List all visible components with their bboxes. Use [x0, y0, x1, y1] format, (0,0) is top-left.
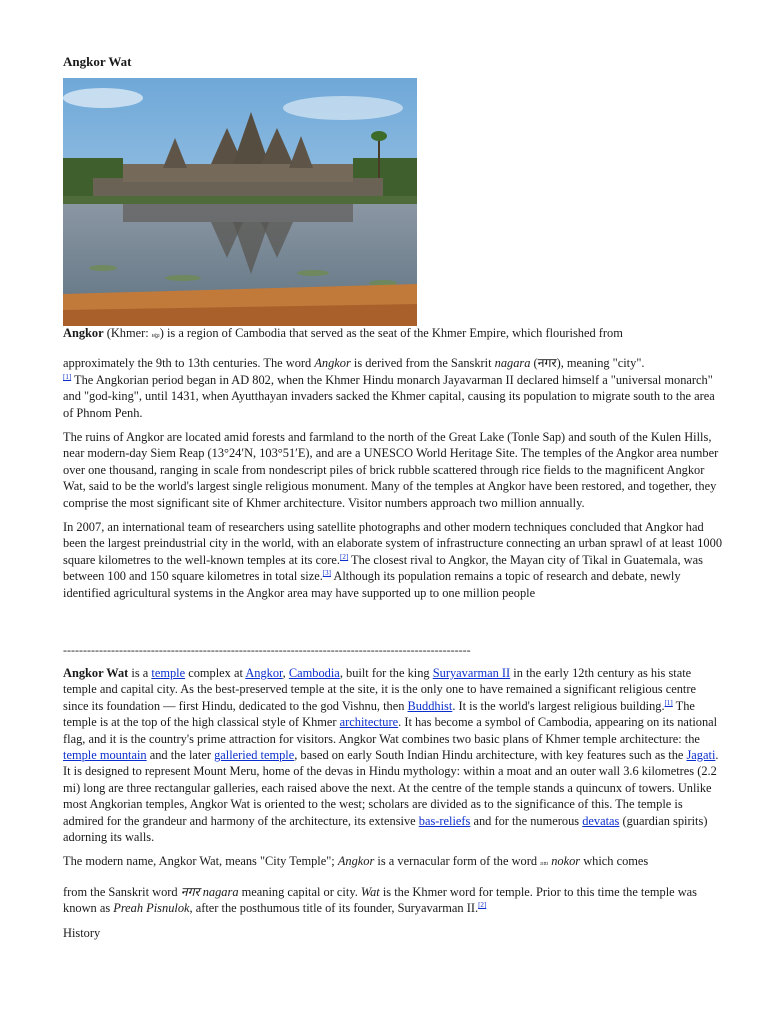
italic-term: Angkor: [314, 356, 351, 371]
text-fragment: , built for the king: [339, 666, 433, 680]
history-heading: History: [63, 925, 101, 940]
reference-link[interactable]: [1]: [63, 372, 72, 381]
link-bas-reliefs[interactable]: bas-reliefs: [418, 813, 471, 828]
reference-link[interactable]: [3]: [322, 569, 331, 578]
italic-term: नगर nagara: [180, 884, 239, 899]
link-angkor[interactable]: Angkor: [245, 666, 283, 680]
text-fragment: Although its population remains a topic of research and debate, newly identified agricultural systems in the Angkor area may have supported up to one million people: [63, 569, 681, 600]
text-fragment: (Khmer:: [103, 326, 152, 340]
name-paragraph-cont: [63, 884, 723, 917]
text-fragment: is a vernacular form of the word: [374, 854, 541, 869]
angkor-wat-paragraph: [63, 665, 723, 845]
research-paragraph: [63, 519, 723, 601]
angkor-wat-image: [63, 78, 417, 326]
page-title: Angkor Wat: [63, 54, 132, 69]
text-fragment: . It is the world's largest religious building.: [452, 698, 665, 713]
intro-paragraph: [63, 325, 723, 345]
text-fragment: and for the numerous: [470, 813, 583, 828]
angkor-wat-photo: [63, 78, 417, 326]
text-fragment: . It has become a symbol of Cambodia, appearing on its national flag, and it is the country's prime attraction for visitors. Angkor Wat combines two basic plans of Khmer temple architecture: the: [63, 715, 718, 746]
text-fragment: ) is a region of Cambodia that served as the seat of the Khmer Empire, which flourished from: [159, 326, 623, 340]
text-fragment: The temple is at the top of the high classical style of Khmer: [63, 698, 695, 730]
text-fragment: (guardian spirits) adorning its walls.: [63, 813, 708, 845]
link-suryavarman[interactable]: Suryavarman II: [432, 666, 511, 680]
reference-link[interactable]: [2]: [478, 901, 487, 910]
text-fragment: The closest rival to Angkor, the Mayan city of Tikal in Guatemala, was between 100 and 150 square kilometres in total size.: [63, 552, 703, 584]
article-body: [63, 325, 723, 609]
text-fragment: , after the posthumous title of its founder, Suryavarman II.: [189, 901, 479, 916]
link-jagati[interactable]: Jagati: [686, 748, 716, 763]
link-cambodia[interactable]: Cambodia: [288, 666, 340, 680]
text-fragment: and the later: [146, 748, 215, 763]
text-fragment: ,: [282, 666, 289, 680]
angkor-term: Angkor: [63, 326, 104, 340]
text-fragment: approximately the 9th to 13th centuries. The word: [63, 356, 315, 371]
khmer-script: អង្គរ: [151, 334, 160, 339]
text-fragment: The Angkorian period began in AD 802, when the Khmer Hindu monarch Jayavarman II declared himself a "universal monarch" and "god-king", until 1431, when Ayutthayan invaders sacked the Khmer capital, causing its population to migrate south to the area of Phnom Penh.: [63, 372, 715, 420]
text-fragment: complex at: [185, 666, 246, 680]
intro-paragraph-cont: [63, 355, 723, 421]
text-fragment: (नगर), meaning "city".: [530, 356, 645, 371]
text-fragment: In 2007, an international team of researchers using satellite photographs and other modern techniques concluded that Angkor had been the largest preindustrial city in the world, with an elaborate system of infrastructure connecting an urban sprawl of at least 1000 square kilometres to the well-known temples at its core.: [63, 520, 723, 567]
text-fragment: , based on early South Indian Hindu architecture, with key features such as the: [294, 748, 687, 763]
text-fragment: The modern name, Angkor Wat, means "City Temple";: [63, 854, 338, 869]
italic-term: nokor: [548, 854, 581, 869]
text-fragment: which comes: [580, 854, 649, 869]
reference-link[interactable]: [1]: [664, 698, 673, 707]
italic-term: Preah Pisnulok: [113, 901, 190, 916]
section-divider: ------------------------------------------------------------------------------------------------------: [63, 643, 471, 657]
text-fragment: meaning capital or city.: [238, 884, 361, 899]
italic-term: Angkor: [337, 854, 375, 869]
text-fragment: is a: [128, 666, 152, 680]
italic-term: nagara: [494, 356, 531, 371]
link-temple-mountain[interactable]: temple mountain: [63, 748, 147, 763]
name-paragraph: [63, 853, 723, 873]
text-fragment: is derived from the Sanskrit: [350, 356, 495, 371]
khmer-script: នគរ: [540, 862, 549, 868]
angkor-wat-term: Angkor Wat: [63, 666, 129, 680]
link-galleried-temple[interactable]: galleried temple: [214, 748, 295, 763]
link-devatas[interactable]: devatas: [582, 813, 620, 828]
link-architecture[interactable]: architecture: [339, 715, 399, 730]
text-fragment: in the early 12th century as his state temple and capital city. As the best-preserved temple at the site, it is the only one to have remained a significant religious centre since its foundation — first Hindu, dedicated to the god Vishnu, then: [63, 666, 696, 713]
italic-term: Wat: [360, 884, 380, 899]
ruins-paragraph: The ruins of Angkor are located amid forests and farmland to the north of the Great Lake (Tonle Sap) and south of the Kulen Hills, near modern-day Siem Reap (13°24′N, 103°51′E), and are a UNESCO World Heritage Site. The temples of the Angkor area number over one thousand, ranging in scale from nondescript piles of brick rubble scattered through rice fields to the magnificent Angkor Wat, said to be the world's largest single religious monument. Many of the temples at Angkor have been restored, and together, they comprise the most significant site of Khmer architecture. Visitor numbers approach two million annually.: [63, 430, 719, 510]
text-fragment: is the Khmer word for temple. Prior to this time the temple was known as: [63, 884, 698, 916]
reference-link[interactable]: [2]: [340, 552, 349, 561]
angkor-wat-section: [63, 665, 723, 949]
link-buddhist[interactable]: Buddhist: [407, 698, 453, 713]
link-temple[interactable]: temple: [151, 666, 186, 680]
text-fragment: . It is designed to represent Mount Meru, home of the devas in Hindu mythology: within a moat and an outer wall 3.6 kilometres (2.2 mi) long are three rectangular galleries, each raised above the next. At the centre of the temple stands a quincunx of towers. Unlike most Angkorian temples, Angkor Wat is oriented to the west; scholars are divided as to the significance of this. The temple is admired for the grandeur and harmony of the architecture, its extensive: [63, 748, 719, 828]
text-fragment: from the Sanskrit word: [63, 884, 181, 899]
